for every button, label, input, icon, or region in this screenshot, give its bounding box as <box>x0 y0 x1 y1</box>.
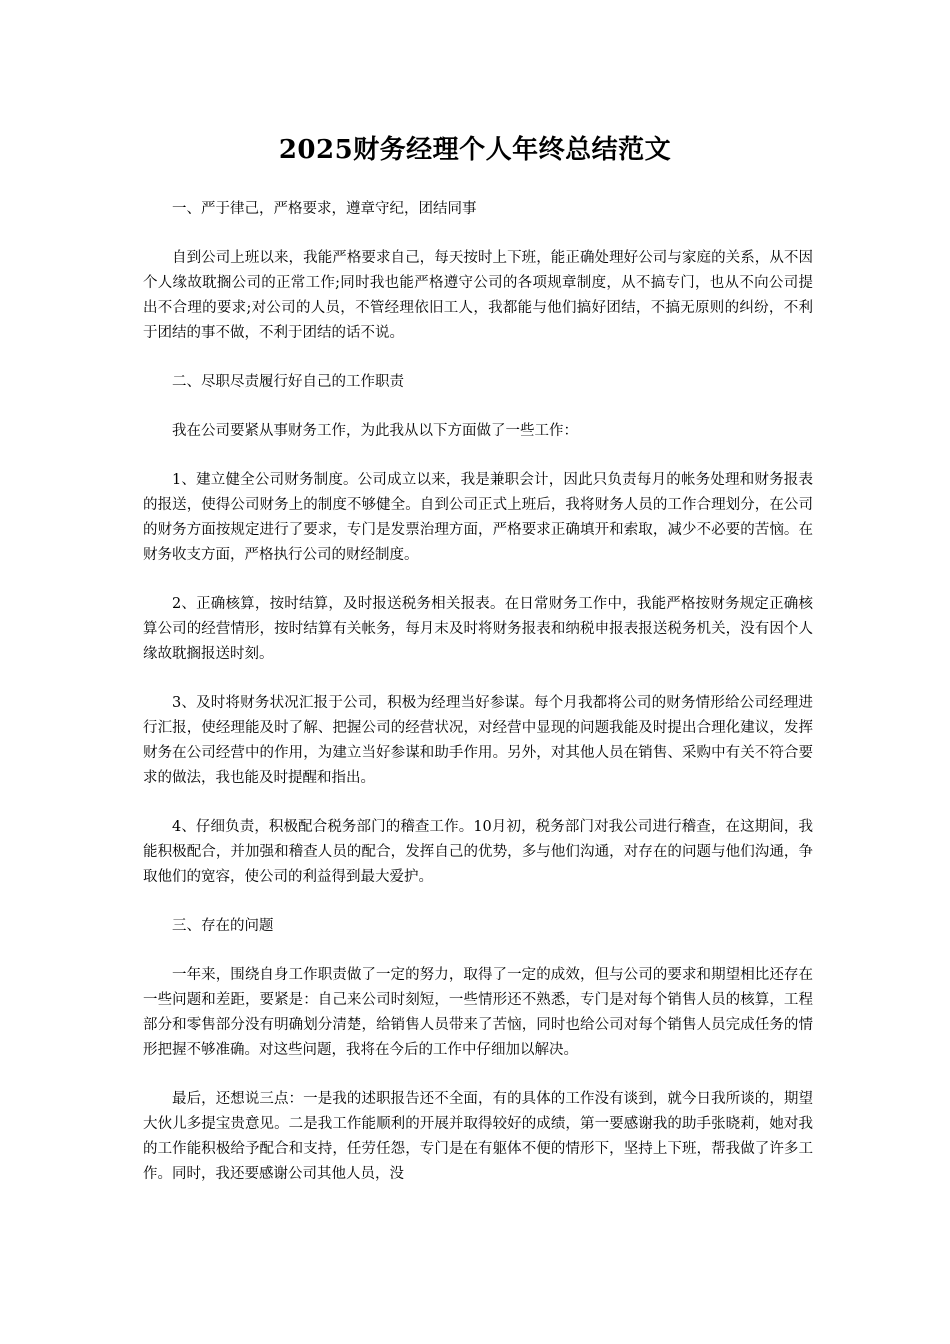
body-paragraph: 我在公司要紧从事财务工作，为此我从以下方面做了一些工作： <box>172 423 578 439</box>
body-paragraph: 自到公司上班以来，我能严格要求自己，每天按时上下班，能正确处理好公司与家庭的关系，从不因个人缘故耽搁公司的正常工作;同时我也能严格遵守公司的各项规章制度，从不搞专门，也从不向公司提出不合理的要求;对公司的人员，不管经理依旧工人，我都能与他们搞好团结，不搞无原则的纠纷，不利于团结的事不做，不利于团结的话不说。 <box>143 250 813 341</box>
heading-section-2: 二、尽职尽责履行好自己的工作职责 <box>172 374 404 390</box>
document-title: 2025财务经理个人年终总结范文 <box>278 135 672 165</box>
body-paragraph: 最后，还想说三点：一是我的述职报告还不全面，有的具体的工作没有谈到，就今日我所谈的，期望大伙儿多提宝贵意见。二是我工作能顺利的开展并取得较好的成绩，第一要感谢我的助手张晓莉，她对我的工作能积极给予配合和支持，任劳任怨，专门是在有躯体不便的情形下，坚持上下班，帮我做了许多工作。同时，我还要感谢公司其他人员，没 <box>143 1091 813 1182</box>
heading-section-3: 三、存在的问题 <box>172 918 274 934</box>
list-item-1: 1、建立健全公司财务制度。公司成立以来，我是兼职会计，因此只负责每月的帐务处理和财务报表的报送，使得公司财务上的制度不够健全。自到公司正式上班后，我将财务人员的工作合理划分，在公司的财务方面按规定进行了要求，专门是发票治理方面，严格要求正确填开和索取，减少不必要的苦恼。在财务收支方面，严格执行公司的财经制度。 <box>143 472 813 563</box>
heading-section-1: 一、严于律己，严格要求，遵章守纪，团结同事 <box>172 201 477 217</box>
list-item-4: 4、仔细负责，积极配合税务部门的稽查工作。10月初，税务部门对我公司进行稽查，在这期间，我能积极配合，并加强和稽查人员的配合，发挥自己的优势，多与他们沟通，对存在的问题与他们沟通，争取他们的宽容，使公司的利益得到最大爱护。 <box>143 819 813 885</box>
list-item-2: 2、正确核算，按时结算，及时报送税务相关报表。在日常财务工作中，我能严格按财务规定正确核算公司的经营情形，按时结算有关帐务，每月末及时将财务报表和纳税申报表报送税务机关，没有因个人缘故耽搁报送时刻。 <box>143 596 813 662</box>
list-item-3: 3、及时将财务状况汇报于公司，积极为经理当好参谋。每个月我都将公司的财务情形给公司经理进行汇报，使经理能及时了解、把握公司的经营状况，对经营中显现的问题我能及时提出合理化建议，发挥财务在公司经营中的作用，为建立当好参谋和助手作用。另外，对其他人员在销售、采购中有关不符合要求的做法，我也能及时提醒和指出。 <box>143 695 813 786</box>
body-paragraph: 一年来，围绕自身工作职责做了一定的努力，取得了一定的成效，但与公司的要求和期望相比还存在一些问题和差距，要紧是：自己来公司时刻短，一些情形还不熟悉，专门是对每个销售人员的核算，工程部分和零售部分没有明确划分清楚，给销售人员带来了苦恼，同时也给公司对每个销售人员完成任务的情形把握不够准确。对这些问题，我将在今后的工作中仔细加以解决。 <box>143 967 813 1058</box>
document-body <box>143 197 813 1211</box>
